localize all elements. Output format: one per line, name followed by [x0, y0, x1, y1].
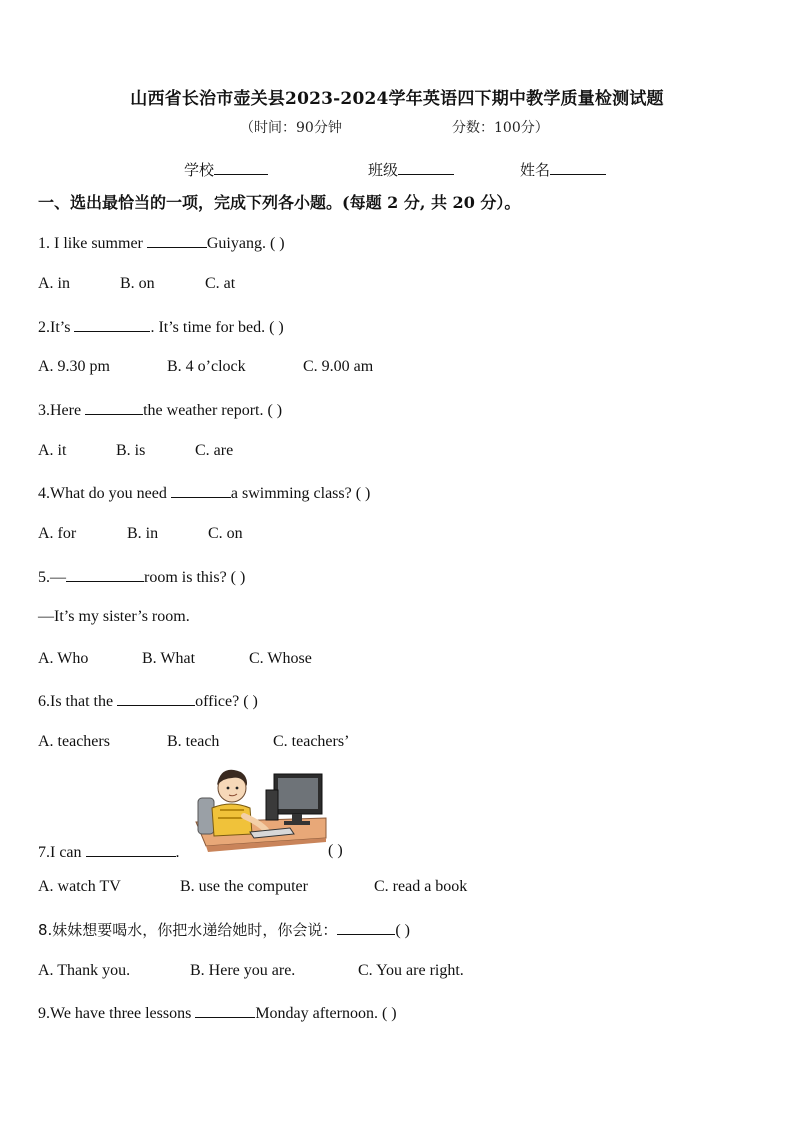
- question-2-post: . It’s time for bed. ( ): [150, 319, 284, 336]
- question-7-option-b: B. use the computer: [180, 878, 308, 895]
- question-3-option-b: B. is: [116, 442, 146, 459]
- question-6-option-c: C. teachers’: [273, 733, 350, 750]
- question-8-post: ( ): [395, 922, 410, 939]
- question-7-pre: 7.I can: [38, 844, 86, 861]
- question-5-option-c: C. Whose: [249, 650, 312, 667]
- question-5: [38, 567, 245, 587]
- question-7-bracket: ( ): [328, 842, 343, 859]
- question-2-option-c: C. 9.00 am: [303, 358, 374, 375]
- question-8-option-c: C. You are right.: [358, 962, 464, 979]
- boy-computer-illustration: [186, 760, 331, 855]
- question-1: [38, 233, 285, 253]
- question-5-post: room is this? ( ): [144, 569, 246, 586]
- question-3-option-c: C. are: [195, 442, 234, 459]
- question-6-post: office? ( ): [195, 693, 258, 710]
- question-6-option-a: A. teachers: [38, 733, 110, 750]
- question-7-blank: [86, 842, 176, 857]
- class-field: [368, 159, 454, 180]
- question-1-option-b: B. on: [120, 275, 155, 292]
- question-6-pre: 6.Is that the: [38, 693, 118, 710]
- name-label: 姓名: [520, 161, 551, 179]
- question-2-pre: 2.It’s: [38, 319, 75, 336]
- school-blank: [214, 160, 268, 175]
- question-7-option-a: A. watch TV: [38, 878, 121, 895]
- question-2: [38, 317, 284, 337]
- class-blank: [398, 160, 454, 175]
- question-3-option-a: A. it: [38, 442, 67, 459]
- question-4-option-b: B. in: [127, 525, 159, 542]
- question-8-option-b: B. Here you are.: [190, 962, 296, 979]
- question-2-option-b: B. 4 o’clock: [167, 358, 246, 375]
- question-2-option-a: A. 9.30 pm: [38, 358, 110, 375]
- question-5-option-b: B. What: [142, 650, 196, 667]
- question-6-option-b: B. teach: [167, 733, 220, 750]
- question-5-response: —It’s my sister’s room.: [38, 608, 190, 625]
- question-1-post: Guiyang. ( ): [206, 235, 285, 252]
- question-3: [38, 400, 282, 420]
- score-label: 分数：100分）: [452, 120, 549, 136]
- exam-title: 山西省长治市壶关县2023-2024学年英语四下期中教学质量检测试题: [130, 89, 664, 109]
- question-8: [38, 919, 410, 940]
- school-label: 学校: [184, 161, 215, 179]
- question-3-pre: 3.Here: [38, 402, 86, 419]
- question-5-option-a: A. Who: [38, 650, 89, 667]
- question-5-blank: [66, 567, 144, 582]
- question-1-pre: 1. I like summer: [38, 235, 147, 252]
- question-4-pre: 4.What do you need: [38, 485, 171, 502]
- question-4-option-c: C. on: [208, 525, 243, 542]
- time-label: （时间：90分钟: [240, 120, 342, 136]
- question-1-option-c: C. at: [205, 275, 236, 292]
- section-heading: 一、选出最恰当的一项，完成下列各小题。(每题 2 分, 共 20 分）。: [38, 193, 521, 212]
- question-6-blank: [117, 691, 195, 706]
- question-7-option-c: C. read a book: [374, 878, 468, 895]
- question-7-post: .: [175, 844, 180, 861]
- question-3-post: the weather report. ( ): [143, 402, 283, 419]
- question-9: [38, 1003, 397, 1023]
- question-8-blank: [337, 920, 395, 935]
- name-blank: [550, 160, 606, 175]
- question-7: [38, 842, 180, 862]
- question-8-option-a: A. Thank you.: [38, 962, 131, 979]
- question-1-blank: [147, 233, 207, 248]
- question-4-option-a: A. for: [38, 525, 77, 542]
- question-2-blank: [74, 317, 150, 332]
- question-1-option-a: A. in: [38, 275, 70, 292]
- question-3-blank: [85, 400, 143, 415]
- question-9-blank: [195, 1003, 255, 1018]
- question-4: [38, 483, 370, 503]
- question-5-pre: 5.—: [38, 569, 66, 586]
- question-9-post: Monday afternoon. ( ): [255, 1005, 397, 1022]
- question-8-pre: 8.妹妹想要喝水，你把水递给她时，你会说：: [38, 921, 338, 939]
- question-9-pre: 9.We have three lessons: [38, 1005, 196, 1022]
- name-field: [520, 159, 606, 180]
- question-6: [38, 691, 258, 711]
- question-4-post: a swimming class? ( ): [230, 485, 371, 502]
- school-field: [184, 159, 268, 180]
- class-label: 班级: [368, 161, 399, 179]
- question-4-blank: [171, 483, 231, 498]
